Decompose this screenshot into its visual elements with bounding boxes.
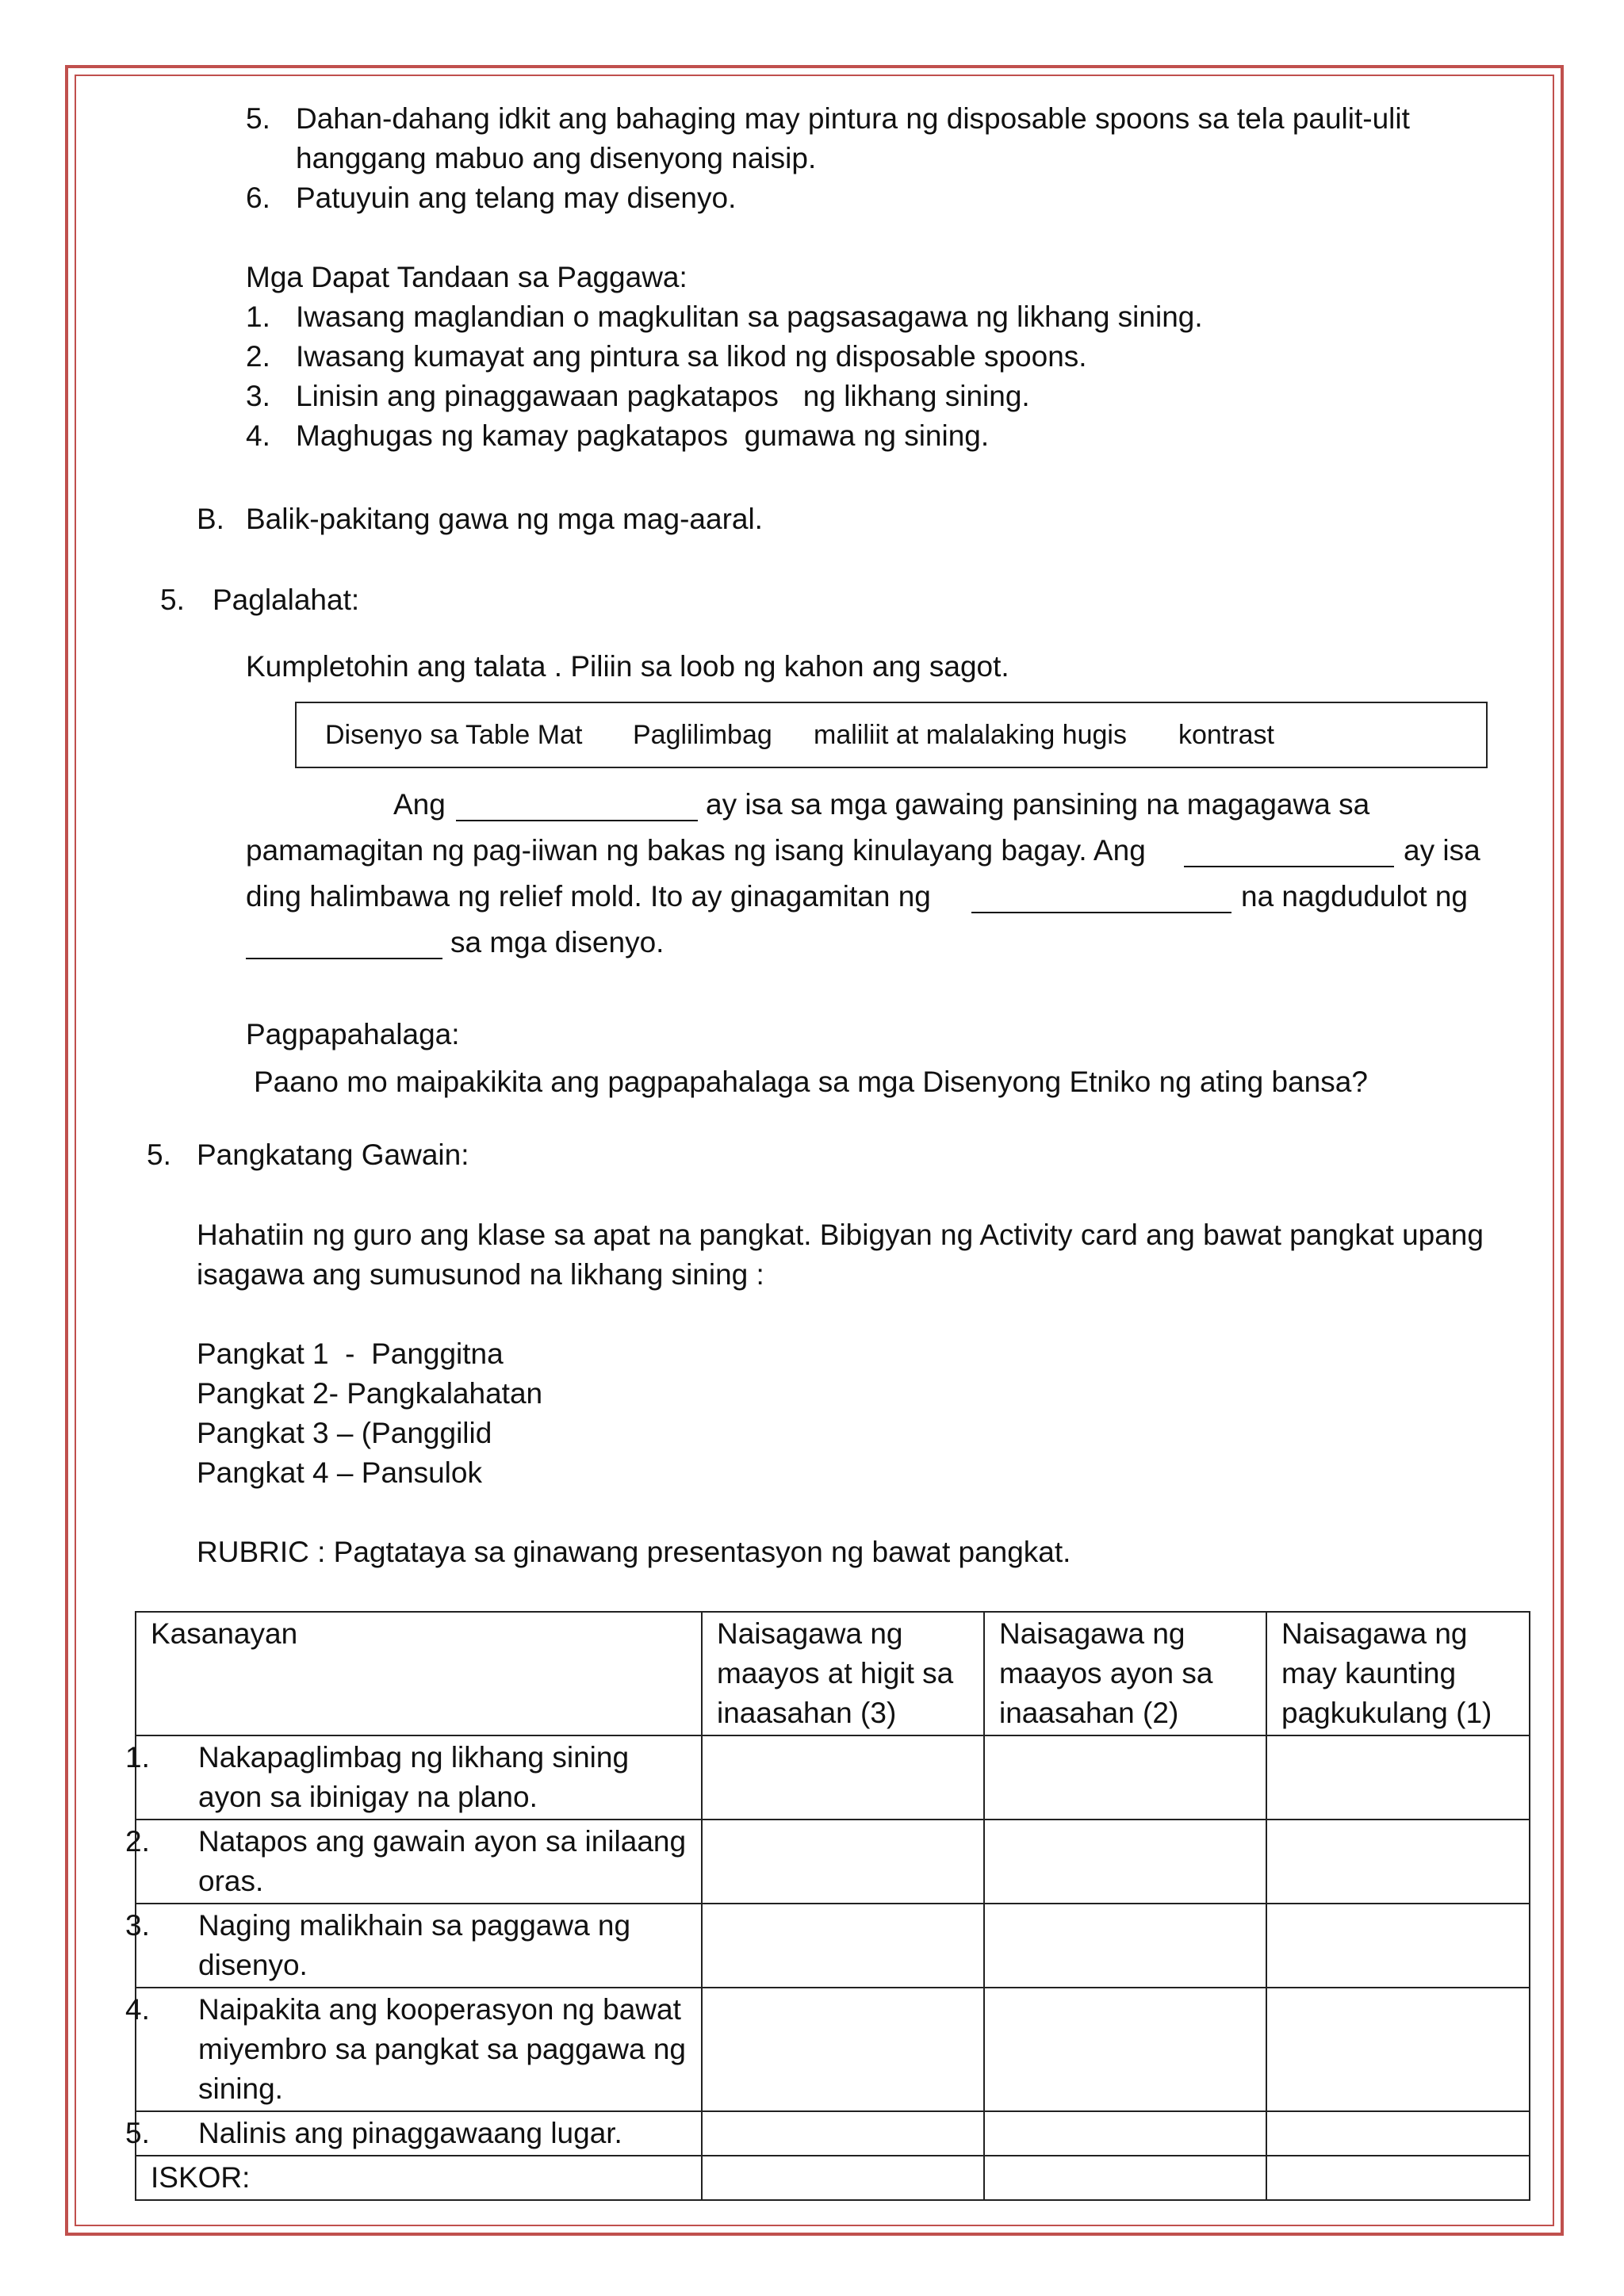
- reminders-heading: Mga Dapat Tandaan sa Paggawa:: [246, 261, 688, 293]
- step-text: Dahan-dahang idkit ang bahaging may pintura ng disposable spoons sa tela paulit-ulit: [296, 102, 1410, 135]
- pangkatang-gawain-number: 5.: [147, 1138, 171, 1171]
- table-row: [136, 1820, 1530, 1904]
- rubric-table: [125, 1611, 1530, 2201]
- table-row: [136, 1904, 1530, 1988]
- header-cell: Kasanayan: [136, 1612, 702, 1735]
- criterion-text: Natapos ang gawain ayon sa inilaang oras.: [198, 1825, 687, 1897]
- section-b-text: Balik-pakitang gawa ng mga mag-aaral.: [246, 503, 763, 535]
- word-bank-item: Disenyo sa Table Mat: [325, 720, 583, 750]
- word-bank-item: maliliit at malalaking hugis: [814, 720, 1127, 750]
- criterion-number: 2.: [125, 1825, 150, 1858]
- group-item: Pangkat 1 - Panggitna: [197, 1337, 504, 1370]
- criterion-text: Naging malikhain sa paggawa ng disenyo.: [198, 1909, 631, 1981]
- group-item: Pangkat 3 – (Panggilid: [197, 1417, 492, 1449]
- reminder-item: Iwasang maglandian o magkulitan sa pagsasagawa ng likhang sining.: [296, 300, 1203, 333]
- pagpapahalaga-title: Pagpapahalaga:: [246, 1018, 460, 1050]
- score-cell[interactable]: [702, 1735, 984, 1820]
- word-bank-item: Paglilimbag: [633, 720, 772, 750]
- reminder-number: 2.: [246, 340, 270, 373]
- score-cell[interactable]: [1266, 1988, 1530, 2111]
- rubric-title: RUBRIC : Pagtataya sa ginawang presentasyon ng bawat pangkat.: [197, 1536, 1071, 1568]
- answer-blank[interactable]: [971, 885, 1231, 913]
- score-cell[interactable]: [1266, 1735, 1530, 1820]
- reminder-item: Linisin ang pinaggawaan pagkatapos ng likhang sining.: [296, 380, 1030, 412]
- table-row: [136, 1735, 1530, 1820]
- score-cell[interactable]: [702, 1820, 984, 1904]
- answer-blank[interactable]: [246, 931, 442, 959]
- score-cell[interactable]: [984, 1820, 1266, 1904]
- rubric-header-row: [136, 1612, 1530, 1735]
- reminder-number: 1.: [246, 300, 270, 333]
- criterion-number: 4.: [125, 1993, 150, 2026]
- score-cell[interactable]: [1266, 2111, 1530, 2156]
- score-cell[interactable]: [984, 2156, 1266, 2200]
- pagpapahalaga-question: Paano mo maipakikita ang pagpapahalaga sa mga Disenyong Etniko ng ating bansa?: [254, 1066, 1368, 1098]
- pangkatang-gawain-description: Hahatiin ng guro ang klase sa apat na pangkat. Bibigyan ng Activity card ang bawat pangkat upang: [197, 1219, 1484, 1251]
- criterion-number: 1.: [125, 1741, 150, 1774]
- paragraph-text: na nagdudulot ng: [1241, 880, 1468, 913]
- table-row: [136, 2111, 1530, 2156]
- word-bank-box: [295, 702, 1488, 768]
- pangkatang-gawain-title: Pangkatang Gawain:: [197, 1138, 469, 1171]
- score-cell[interactable]: [1266, 1904, 1530, 1988]
- paragraph-text: pamamagitan ng pag-iiwan ng bakas ng isang kinulayang bagay. Ang: [246, 834, 1146, 867]
- criterion-text: Nalinis ang pinaggawaang lugar.: [198, 2117, 622, 2149]
- paglalahat-instruction: Kumpletohin ang talata . Piliin sa loob ng kahon ang sagot.: [246, 650, 1009, 683]
- score-cell[interactable]: [984, 1904, 1266, 1988]
- step-text-continued: hanggang mabuo ang disenyong naisip.: [296, 142, 817, 174]
- criterion-text: Nakapaglimbag ng likhang sining ayon sa ibinigay na plano.: [198, 1741, 630, 1813]
- reminder-item: Maghugas ng kamay pagkatapos gumawa ng sining.: [296, 419, 990, 452]
- score-cell[interactable]: [1266, 2156, 1530, 2200]
- criterion-cell: [125, 2111, 702, 2156]
- step-number: 5.: [246, 102, 270, 135]
- group-item: Pangkat 2- Pangkalahatan: [197, 1377, 543, 1410]
- score-cell[interactable]: [702, 1904, 984, 1988]
- reminder-item: Iwasang kumayat ang pintura sa likod ng disposable spoons.: [296, 340, 1087, 373]
- paragraph-text: Ang: [393, 788, 446, 821]
- reminder-number: 4.: [246, 419, 270, 452]
- criterion-text: Naipakita ang kooperasyon ng bawat miyembro sa pangkat sa paggawa ng sining.: [198, 1993, 686, 2105]
- score-total-row: [136, 2156, 1530, 2200]
- score-cell[interactable]: [702, 2156, 984, 2200]
- score-cell[interactable]: [1266, 1820, 1530, 1904]
- paragraph-text: ay isa: [1404, 834, 1480, 867]
- score-cell[interactable]: [984, 2111, 1266, 2156]
- paragraph-text: ding halimbawa ng relief mold. Ito ay ginagamitan ng: [246, 880, 931, 913]
- score-cell[interactable]: [984, 1735, 1266, 1820]
- criterion-number: 5.: [125, 2117, 150, 2149]
- answer-blank[interactable]: [456, 793, 698, 821]
- criterion-number: 3.: [125, 1909, 150, 1942]
- group-item: Pangkat 4 – Pansulok: [197, 1456, 482, 1489]
- answer-blank[interactable]: [1184, 839, 1394, 867]
- header-cell: Naisagawa ng maayos ayon sa inaasahan (2): [984, 1612, 1266, 1735]
- paglalahat-title: Paglalahat:: [213, 584, 360, 616]
- paragraph-text: sa mga disenyo.: [450, 926, 665, 959]
- criterion-cell: [125, 1988, 702, 2111]
- paglalahat-number: 5.: [160, 584, 185, 616]
- pangkatang-gawain-description: isagawa ang sumusunod na likhang sining :: [197, 1258, 764, 1291]
- section-b-letter: B.: [197, 503, 224, 535]
- criterion-cell: [125, 1904, 702, 1988]
- reminder-number: 3.: [246, 380, 270, 412]
- score-cell[interactable]: [702, 1988, 984, 2111]
- step-text: Patuyuin ang telang may disenyo.: [296, 182, 737, 214]
- criterion-cell: [125, 1820, 702, 1904]
- header-cell: Naisagawa ng may kaunting pagkukulang (1): [1266, 1612, 1530, 1735]
- step-number: 6.: [246, 182, 270, 214]
- word-bank-item: kontrast: [1178, 720, 1274, 750]
- paragraph-text: ay isa sa mga gawaing pansining na magagawa sa: [706, 788, 1370, 821]
- table-row: [136, 1988, 1530, 2111]
- iskor-label: ISKOR:: [136, 2156, 702, 2200]
- score-cell[interactable]: [984, 1988, 1266, 2111]
- header-cell: Naisagawa ng maayos at higit sa inaasahan (3): [702, 1612, 984, 1735]
- criterion-cell: [125, 1735, 702, 1820]
- score-cell[interactable]: [702, 2111, 984, 2156]
